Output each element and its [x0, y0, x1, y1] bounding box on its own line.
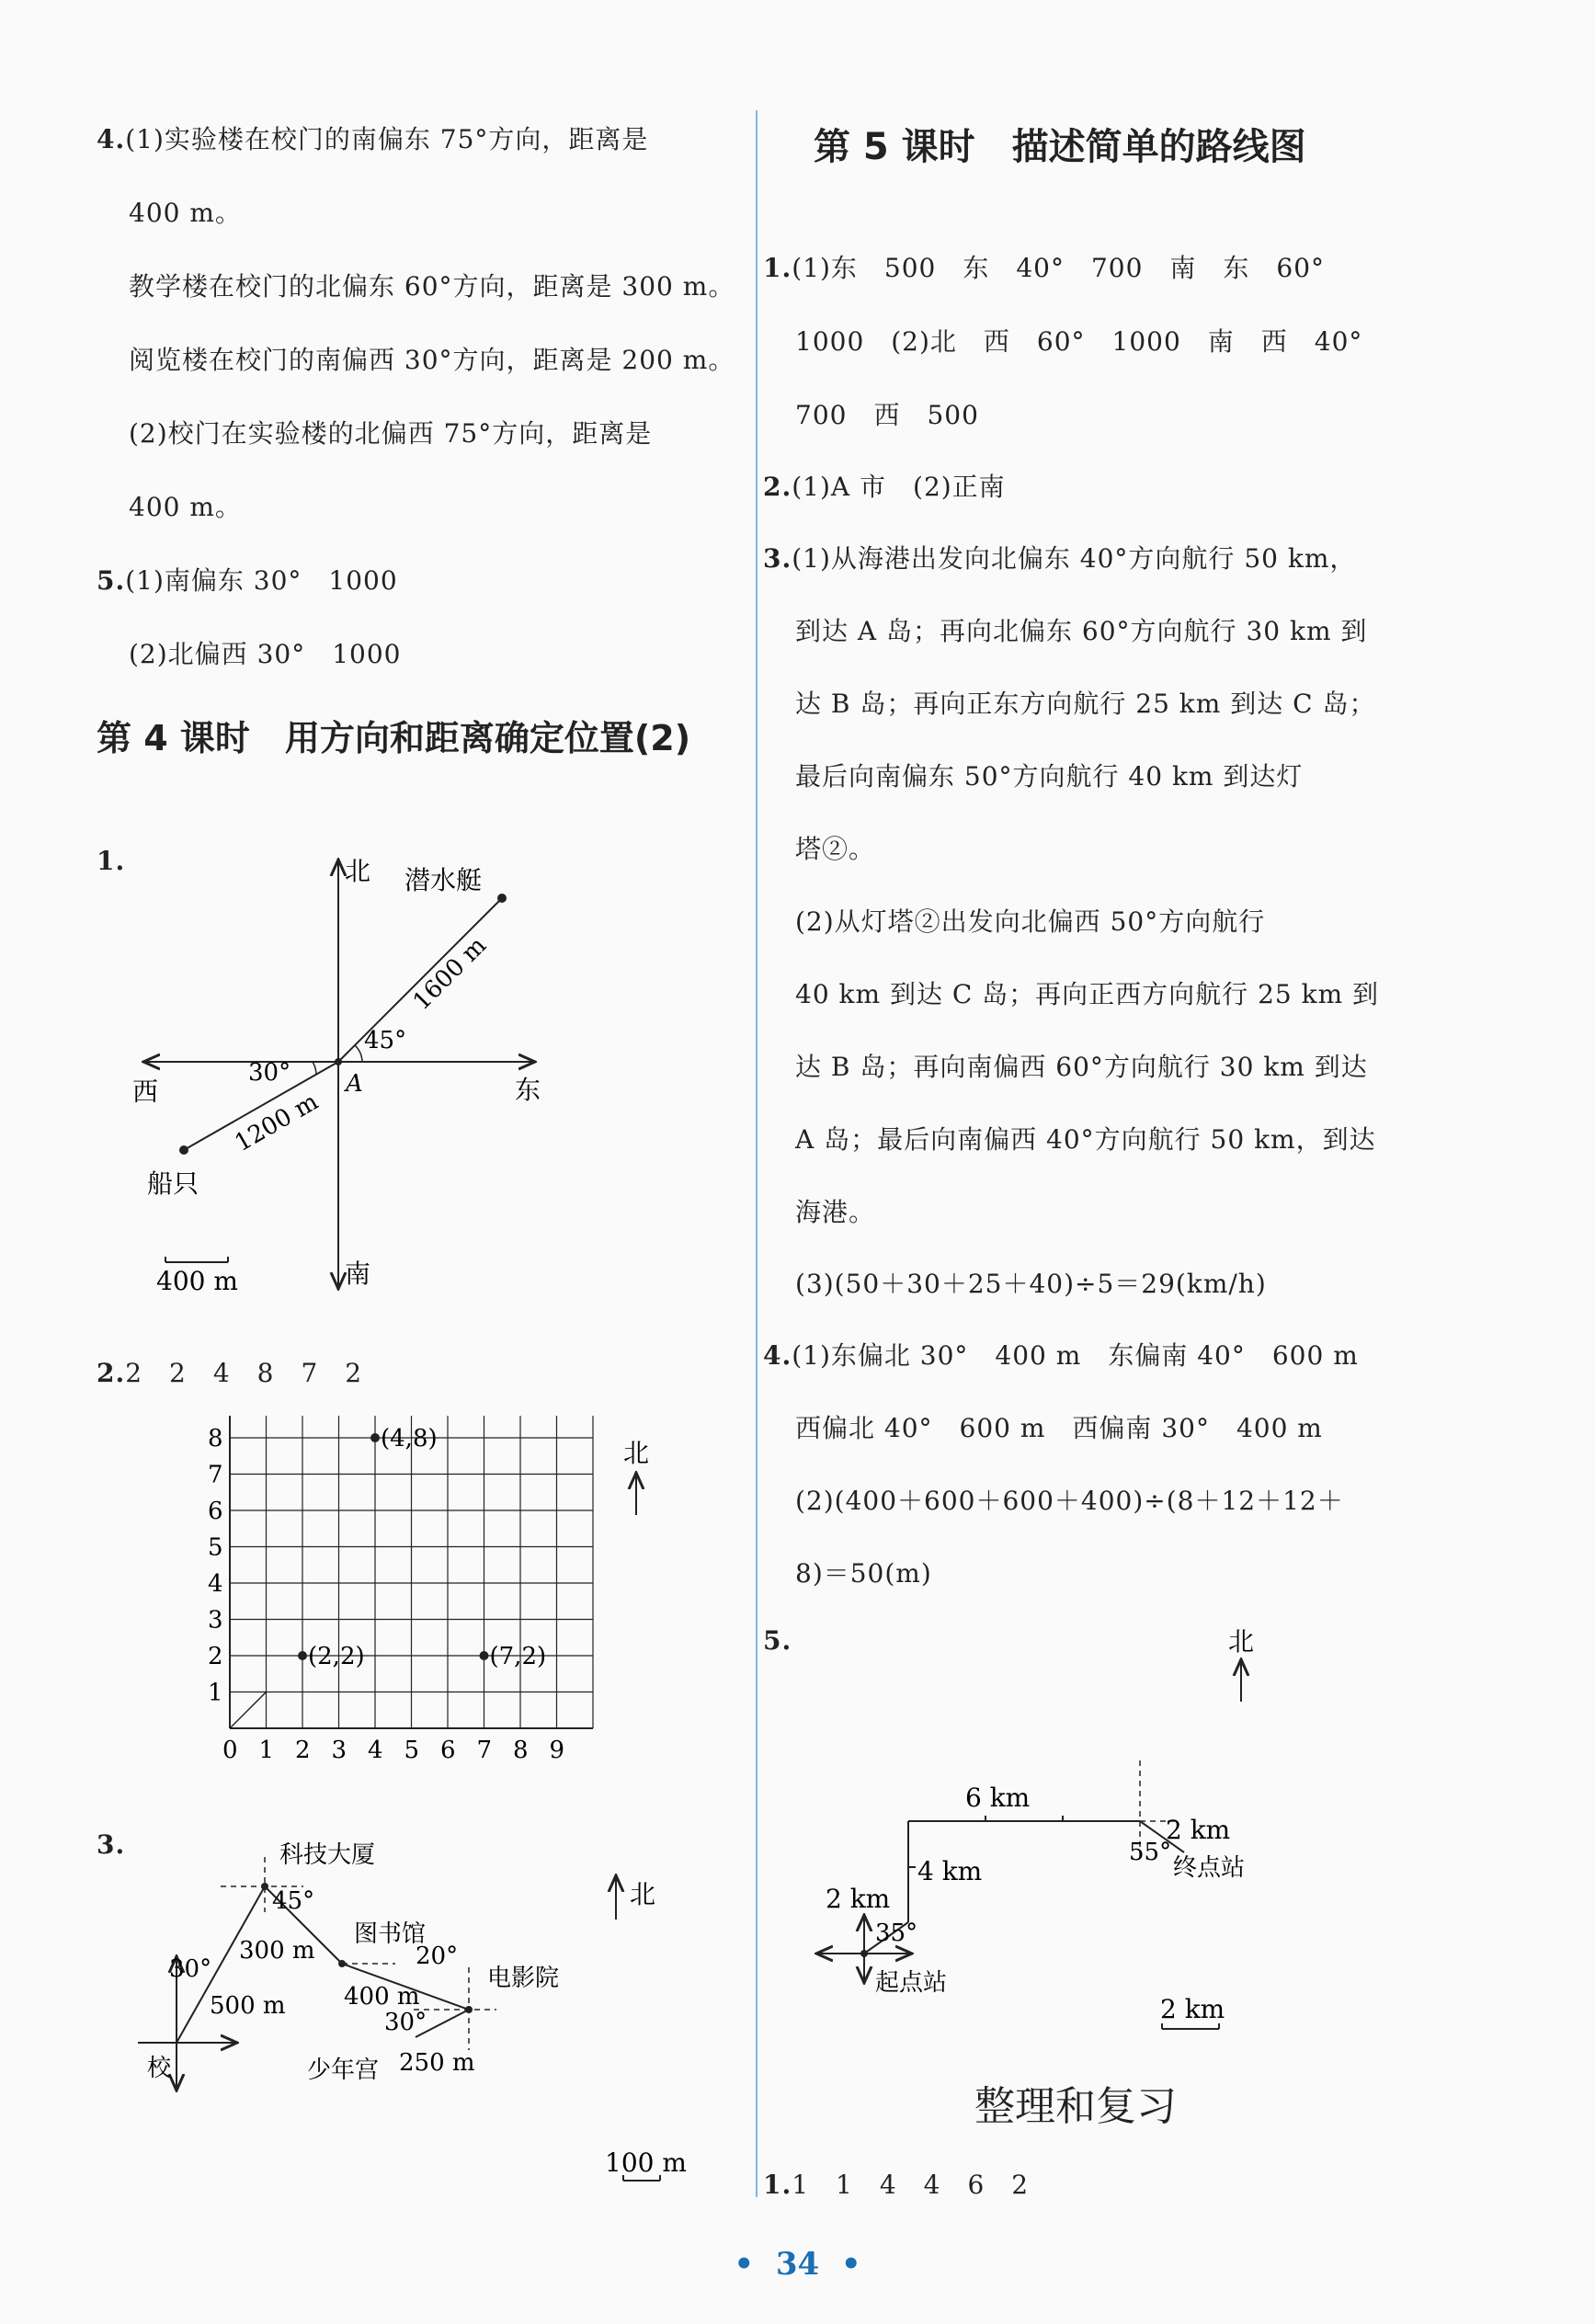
- y-tick-label: 3: [208, 1606, 223, 1635]
- tech-label: 科技大厦: [279, 1841, 376, 1869]
- angle-cinema: 30°: [384, 2009, 427, 2036]
- q5-angle-end: 55°: [1129, 1839, 1172, 1866]
- q5-d3-label: 6 km: [965, 1783, 1031, 1813]
- ex1-south-label: 南: [345, 1259, 371, 1289]
- right-q2-line1: 2.(1)A 市 (2)正南: [763, 472, 1006, 502]
- ex2-answer: 2.2 2 4 8 7 2: [97, 1358, 363, 1388]
- q5-d2-label: 4 km: [917, 1856, 983, 1886]
- x-tick-label: 1: [258, 1737, 275, 1764]
- grid-point-label: (7,2): [489, 1643, 547, 1670]
- x-tick-label: 7: [476, 1737, 493, 1764]
- ex3-scale-label: 100 m: [605, 2147, 687, 2178]
- left-q4-line3: 教学楼在校门的北偏东 60°方向，距离是 300 m。: [129, 271, 735, 302]
- youth-label: 少年宫: [307, 2056, 380, 2084]
- right-q3-line9: A 岛；最后向南偏西 40°方向航行 50 km，到达: [795, 1124, 1376, 1155]
- right-q1-line1: 1.(1)东 500 东 40° 700 南 东 60°: [763, 253, 1326, 283]
- right-q3-line7: 40 km 到达 C 岛；再向正西方向航行 25 km 到: [795, 979, 1380, 1009]
- dist-cinema-youth: 250 m: [399, 2049, 475, 2077]
- angle-school: 30°: [169, 1955, 212, 1983]
- angle-submarine-label: 45°: [364, 1027, 407, 1054]
- left-q5-line2: (2)北偏西 30° 1000: [129, 639, 402, 669]
- ex1-number: 1.: [97, 846, 126, 876]
- right-q3-line4: 最后向南偏东 50°方向航行 40 km 到达灯: [795, 761, 1304, 792]
- q5-north-label: 北: [1228, 1626, 1255, 1657]
- ship-point: [179, 1145, 188, 1155]
- section-title-lesson5: 第 5 课时 描述简单的路线图: [814, 126, 1306, 168]
- x-tick-label: 4: [368, 1737, 383, 1764]
- ex2-grid-diagram: [193, 1416, 671, 1802]
- right-q3-line8: 达 B 岛；再向南偏西 60°方向航行 30 km 到达: [795, 1052, 1368, 1082]
- right-q1-line3: 700 西 500: [795, 400, 979, 430]
- right-q5-number: 5.: [763, 1625, 792, 1656]
- dist-ship-label: 1200 m: [230, 1088, 324, 1158]
- x-tick-label: 2: [295, 1737, 311, 1764]
- point-a-label: A: [346, 1070, 363, 1098]
- q5-angle-start: 35°: [875, 1920, 918, 1947]
- x-tick-label: 0: [222, 1737, 238, 1764]
- ex3-north-label: 北: [630, 1879, 656, 1909]
- right-q3-line10: 海港。: [795, 1197, 876, 1227]
- left-q4-line2: 400 m。: [129, 198, 242, 228]
- grid-point: [480, 1651, 489, 1660]
- right-q3-line3: 达 B 岛；再向正东方向航行 25 km 到达 C 岛；: [795, 689, 1376, 719]
- school-label: 校: [147, 2055, 172, 2082]
- q5-start-label: 起点站: [875, 1969, 948, 1997]
- right-q4-line4: 8)＝50(m): [795, 1558, 932, 1589]
- ex1-east-label: 东: [515, 1075, 541, 1105]
- y-tick-label: 8: [208, 1425, 223, 1452]
- dist-school-tech: 500 m: [210, 1992, 286, 2020]
- cinema-label: 电影院: [487, 1965, 560, 1992]
- y-tick-label: 2: [208, 1643, 223, 1670]
- ex2-north-label: 北: [623, 1438, 650, 1468]
- line-to-submarine: [338, 898, 502, 1062]
- x-tick-label: 5: [404, 1737, 420, 1764]
- x-tick-label: 8: [513, 1737, 529, 1764]
- right-q3-line11: (3)(50＋30＋25＋40)÷5＝29(km/h): [795, 1269, 1267, 1299]
- x-tick-label: 6: [440, 1737, 456, 1764]
- right-q3-line6: (2)从灯塔②出发向北偏西 50°方向航行: [795, 906, 1266, 937]
- submarine-point: [497, 894, 507, 903]
- grid-point: [298, 1651, 307, 1660]
- right-q1-line2: 1000 (2)北 西 60° 1000 南 西 40°: [795, 326, 1363, 357]
- angle-ship-label: 30°: [248, 1059, 291, 1087]
- x-tick-label: 9: [549, 1737, 565, 1764]
- q5-scale-label: 2 km: [1160, 1994, 1225, 2024]
- right-q4-line2: 西偏北 40° 600 m 西偏南 30° 400 m: [795, 1413, 1323, 1443]
- review-title: 整理和复习: [974, 2083, 1177, 2130]
- right-q3-line1: 3.(1)从海港出发向北偏东 40°方向航行 50 km，: [763, 543, 1357, 574]
- left-q5-line1: 5.(1)南偏东 30° 1000: [97, 565, 398, 596]
- ex1-scale-label: 400 m: [156, 1266, 238, 1296]
- dist-tech-library: 300 m: [239, 1937, 315, 1965]
- ex1-west-label: 西: [132, 1077, 159, 1107]
- left-q4-line1: 4.(1)实验楼在校门的南偏东 75°方向，距离是: [97, 124, 649, 154]
- left-q4-line4: 阅览楼在校门的南偏西 30°方向，距离是 200 m。: [129, 345, 735, 375]
- y-tick-label: 1: [208, 1679, 223, 1707]
- y-tick-label: 5: [208, 1533, 223, 1562]
- q5-d4-label: 2 km: [1166, 1815, 1231, 1845]
- grid-point: [370, 1433, 380, 1442]
- grid-point-label: (4,8): [381, 1425, 438, 1452]
- left-q4-line5: (2)校门在实验楼的北偏西 75°方向，距离是: [129, 418, 653, 449]
- right-q4-line3: (2)(400＋600＋600＋400)÷(8＋12＋12＋: [795, 1486, 1344, 1516]
- angle-tech: 45°: [272, 1887, 315, 1915]
- right-q3-line2: 到达 A 岛；再向北偏东 60°方向航行 30 km 到: [795, 616, 1368, 646]
- right-q3-line5: 塔②。: [795, 834, 876, 864]
- right-q4-line1: 4.(1)东偏北 30° 400 m 东偏南 40° 600 m: [763, 1340, 1359, 1371]
- ex1-direction-diagram: [129, 850, 570, 1301]
- left-q4-line6: 400 m。: [129, 492, 242, 522]
- angle-library: 20°: [416, 1942, 459, 1970]
- library-label: 图书馆: [354, 1920, 427, 1948]
- q5-d1-label: 2 km: [826, 1884, 891, 1914]
- dist-library-cinema: 400 m: [344, 1983, 420, 2011]
- q5-route-diagram: [781, 1613, 1259, 2055]
- y-tick-label: 6: [208, 1498, 223, 1525]
- submarine-label: 潜水艇: [404, 865, 483, 895]
- review-q1-line1: 1.1 1 4 4 6 2: [763, 2170, 1030, 2200]
- ex1-north-label: 北: [345, 856, 371, 886]
- grid-diagonal: [230, 1692, 267, 1729]
- ex3-route-diagram: [120, 1829, 708, 2188]
- q5-end-label: 终点站: [1173, 1854, 1246, 1882]
- y-tick-label: 4: [208, 1570, 223, 1598]
- ship-label: 船只: [147, 1168, 199, 1199]
- column-divider: [756, 110, 758, 2197]
- grid-point-label: (2,2): [308, 1643, 365, 1670]
- x-tick-label: 3: [331, 1737, 347, 1764]
- dist-submarine-label: 1600 m: [407, 931, 493, 1016]
- y-tick-label: 7: [208, 1461, 223, 1489]
- ex3-number: 3.: [97, 1829, 126, 1860]
- section-title-lesson4: 第 4 课时 用方向和距离确定位置(2): [97, 718, 691, 758]
- page-number: • 34 •: [734, 2246, 861, 2283]
